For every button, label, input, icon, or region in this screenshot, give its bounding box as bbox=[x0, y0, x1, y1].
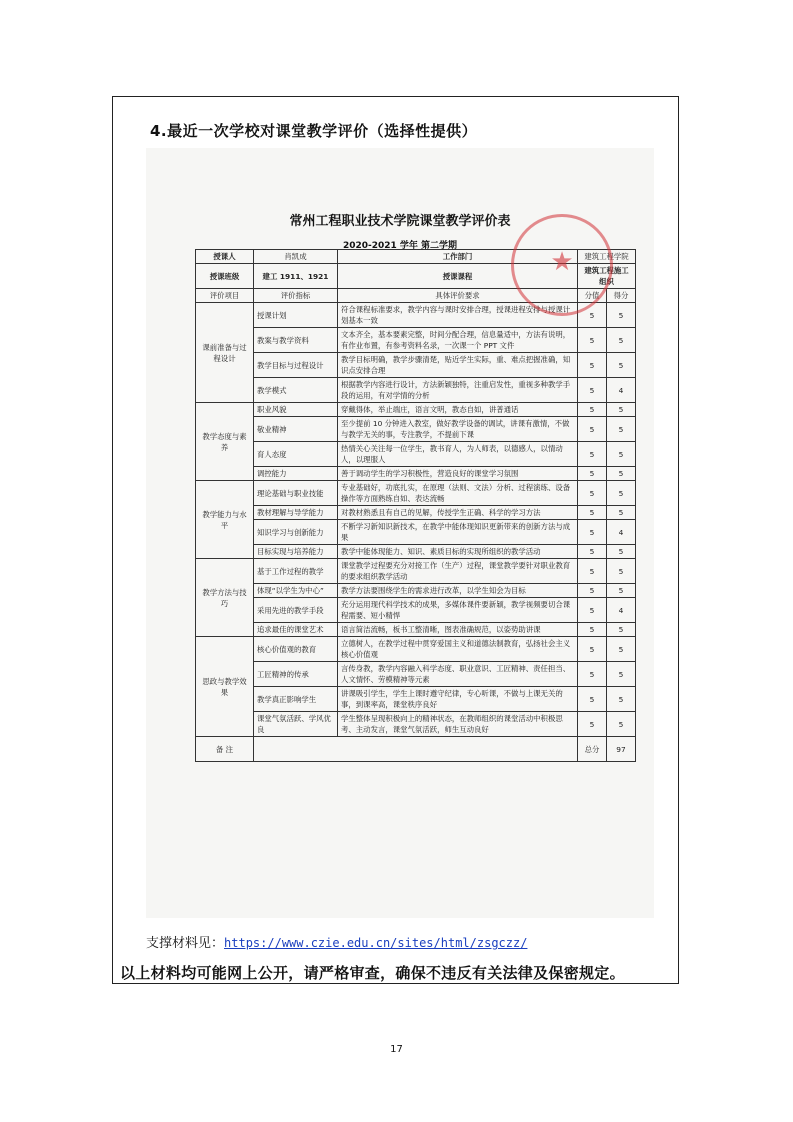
requirement-cell: 立德树人，在教学过程中贯穿爱国主义和道德法制教育，弘扬社会主义核心价值观 bbox=[338, 637, 578, 662]
indicator-cell: 教材理解与导学能力 bbox=[254, 506, 338, 520]
table-row bbox=[196, 623, 636, 637]
remark-label: 备 注 bbox=[196, 737, 254, 762]
teacher-label: 授课人 bbox=[196, 250, 254, 264]
requirement-cell: 至少提前 10 分钟进入教室，做好教学设备的调试，讲课有激情，不做与教学无关的事，专注教学，不提前下课 bbox=[338, 417, 578, 442]
disclosure-notice: 以上材料均可能网上公开，请严格审查，确保不违反有关法律及保密规定。 bbox=[120, 964, 625, 982]
teacher-value: 肖凯成 bbox=[254, 250, 338, 264]
indicator-cell: 授课计划 bbox=[254, 303, 338, 328]
got-cell: 5 bbox=[607, 662, 636, 687]
support-material-line bbox=[146, 932, 527, 951]
indicator-cell: 基于工作过程的教学 bbox=[254, 559, 338, 584]
table-row bbox=[196, 598, 636, 623]
got-cell: 5 bbox=[607, 545, 636, 559]
got-cell: 5 bbox=[607, 467, 636, 481]
class-value: 建工 1911、1921 bbox=[254, 264, 338, 289]
total-label: 总分 bbox=[578, 737, 607, 762]
scanned-evaluation-form bbox=[146, 148, 654, 918]
score-cell: 5 bbox=[578, 467, 607, 481]
requirement-cell: 语言简洁流畅，板书工整清晰，图表准确规范，以姿势助讲课 bbox=[338, 623, 578, 637]
table-row bbox=[196, 403, 636, 417]
table-row bbox=[196, 637, 636, 662]
group-name: 思政与教学效果 bbox=[196, 637, 254, 737]
indicator-cell: 育人态度 bbox=[254, 442, 338, 467]
group-name: 教学态度与素养 bbox=[196, 403, 254, 481]
requirement-cell: 言传身教，教学内容融入科学态度、职业意识、工匠精神、责任担当、人文情怀、劳模精神等元素 bbox=[338, 662, 578, 687]
score-cell: 5 bbox=[578, 559, 607, 584]
group-name: 教学能力与水平 bbox=[196, 481, 254, 559]
indicator-cell: 教案与教学资料 bbox=[254, 328, 338, 353]
indicator-cell: 核心价值观的教育 bbox=[254, 637, 338, 662]
header-indicator: 评价指标 bbox=[254, 289, 338, 303]
evaluation-table bbox=[195, 249, 636, 762]
class-label: 授课班级 bbox=[196, 264, 254, 289]
seal-star-icon: ★ bbox=[550, 247, 574, 277]
score-cell: 5 bbox=[578, 662, 607, 687]
table-row bbox=[196, 328, 636, 353]
indicator-cell: 敬业精神 bbox=[254, 417, 338, 442]
score-cell: 5 bbox=[578, 328, 607, 353]
indicator-cell: 理论基础与职业技能 bbox=[254, 481, 338, 506]
score-cell: 5 bbox=[578, 598, 607, 623]
score-cell: 5 bbox=[578, 506, 607, 520]
score-cell: 5 bbox=[578, 637, 607, 662]
requirement-cell: 不断学习新知识新技术，在教学中能体现知识更新带来的创新方法与成果 bbox=[338, 520, 578, 545]
indicator-cell: 教学真正影响学生 bbox=[254, 687, 338, 712]
table-row bbox=[196, 417, 636, 442]
score-cell: 5 bbox=[578, 417, 607, 442]
evaluation-body bbox=[196, 303, 636, 737]
indicator-cell: 教学模式 bbox=[254, 378, 338, 403]
indicator-cell: 知识学习与创新能力 bbox=[254, 520, 338, 545]
indicator-cell: 体现“以学生为中心” bbox=[254, 584, 338, 598]
requirement-cell: 充分运用现代科学技术的成果，多媒体课件要新颖，教学视频要切合课程需要、短小精悍 bbox=[338, 598, 578, 623]
got-cell: 4 bbox=[607, 378, 636, 403]
indicator-cell: 目标实现与培养能力 bbox=[254, 545, 338, 559]
header-got: 得分 bbox=[607, 289, 636, 303]
group-name: 课前准备与过程设计 bbox=[196, 303, 254, 403]
got-cell: 5 bbox=[607, 417, 636, 442]
score-cell: 5 bbox=[578, 545, 607, 559]
requirement-cell: 热情关心关注每一位学生，教书育人，为人师表，以德感人，以情动人，以理服人 bbox=[338, 442, 578, 467]
got-cell: 5 bbox=[607, 481, 636, 506]
table-title: 常州工程职业技术学院课堂教学评价表 bbox=[289, 214, 511, 229]
indicator-cell: 教学目标与过程设计 bbox=[254, 353, 338, 378]
dept-label: 工作部门 bbox=[338, 250, 578, 264]
group-name: 教学方法与技巧 bbox=[196, 559, 254, 637]
footer-row bbox=[196, 737, 636, 762]
table-row bbox=[196, 687, 636, 712]
got-cell: 5 bbox=[607, 584, 636, 598]
dept-value: 建筑工程学院 bbox=[578, 250, 636, 264]
score-cell: 5 bbox=[578, 403, 607, 417]
got-cell: 5 bbox=[607, 506, 636, 520]
got-cell: 5 bbox=[607, 559, 636, 584]
course-label: 授课课程 bbox=[338, 264, 578, 289]
table-row bbox=[196, 481, 636, 506]
got-cell: 5 bbox=[607, 328, 636, 353]
score-cell: 5 bbox=[578, 712, 607, 737]
table-row bbox=[196, 712, 636, 737]
table-row bbox=[196, 545, 636, 559]
table-row bbox=[196, 467, 636, 481]
score-cell: 5 bbox=[578, 353, 607, 378]
section-title: 4.最近一次学校对课堂教学评价（选择性提供） bbox=[150, 122, 478, 140]
header-item: 评价项目 bbox=[196, 289, 254, 303]
requirement-cell: 学生整体呈现积极向上的精神状态，在教师组织的课堂活动中积极思考、主动发言，课堂气氛活跃，师生互动良好 bbox=[338, 712, 578, 737]
total-value: 97 bbox=[607, 737, 636, 762]
requirement-cell: 善于调动学生的学习积极性，营造良好的课堂学习氛围 bbox=[338, 467, 578, 481]
score-cell: 5 bbox=[578, 378, 607, 403]
indicator-cell: 课堂气氛活跃、学风优良 bbox=[254, 712, 338, 737]
got-cell: 4 bbox=[607, 520, 636, 545]
requirement-cell: 教学方法要围绕学生的需求进行改革，以学生知会为目标 bbox=[338, 584, 578, 598]
header-score: 分值 bbox=[578, 289, 607, 303]
score-cell: 5 bbox=[578, 584, 607, 598]
requirement-cell: 教学目标明确，教学步骤清楚，贴近学生实际，重、难点把握准确，知识点安排合理 bbox=[338, 353, 578, 378]
got-cell: 5 bbox=[607, 637, 636, 662]
header-requirement: 具体评价要求 bbox=[338, 289, 578, 303]
requirement-cell: 讲课吸引学生，学生上课时遵守纪律，专心听课，不做与上课无关的事，到课率高，课堂秩序良好 bbox=[338, 687, 578, 712]
indicator-cell: 职业风貌 bbox=[254, 403, 338, 417]
table-row bbox=[196, 662, 636, 687]
score-cell: 5 bbox=[578, 520, 607, 545]
page-number: 17 bbox=[390, 1044, 403, 1055]
got-cell: 5 bbox=[607, 303, 636, 328]
indicator-cell: 采用先进的教学手段 bbox=[254, 598, 338, 623]
got-cell: 5 bbox=[607, 353, 636, 378]
score-cell: 5 bbox=[578, 442, 607, 467]
score-cell: 5 bbox=[578, 303, 607, 328]
got-cell: 5 bbox=[607, 687, 636, 712]
requirement-cell: 对教材熟悉且有自己的见解，传授学生正确、科学的学习方法 bbox=[338, 506, 578, 520]
table-row bbox=[196, 353, 636, 378]
support-label: 支撑材料见： bbox=[146, 936, 225, 951]
score-cell: 5 bbox=[578, 623, 607, 637]
requirement-cell: 根据教学内容进行设计，方法新颖独特，注重启发性，重视多种教学手段的运用，有对学情的分析 bbox=[338, 378, 578, 403]
table-row bbox=[196, 584, 636, 598]
requirement-cell: 课堂教学过程要充分对接工作（生产）过程，课堂教学要针对职业教育的要求组织教学活动 bbox=[338, 559, 578, 584]
requirement-cell: 符合课程标准要求，教学内容与课时安排合理，授课进程安排与授课计划基本一致 bbox=[338, 303, 578, 328]
indicator-cell: 调控能力 bbox=[254, 467, 338, 481]
table-row bbox=[196, 559, 636, 584]
score-cell: 5 bbox=[578, 687, 607, 712]
requirement-cell: 文本齐全，基本要素完整，时间分配合理，信息量适中，方法有说明，有作业布置，有参考资料名录，一次课一个 PPT 文件 bbox=[338, 328, 578, 353]
indicator-cell: 追求最佳的课堂艺术 bbox=[254, 623, 338, 637]
term-label: 2020-2021 学年 第二学期 bbox=[342, 241, 458, 251]
table-row bbox=[196, 506, 636, 520]
requirement-cell: 教学中能体现能力、知识、素质目标的实现所组织的教学活动 bbox=[338, 545, 578, 559]
official-seal-stamp bbox=[511, 214, 613, 316]
table-row bbox=[196, 520, 636, 545]
remark-value bbox=[254, 737, 578, 762]
got-cell: 5 bbox=[607, 442, 636, 467]
got-cell: 5 bbox=[607, 403, 636, 417]
indicator-cell: 工匠精神的传承 bbox=[254, 662, 338, 687]
got-cell: 4 bbox=[607, 598, 636, 623]
support-link[interactable]: https://www.czie.edu.cn/sites/html/zsgczz/ bbox=[224, 936, 528, 950]
course-value: 建筑工程施工组织 bbox=[578, 264, 636, 289]
requirement-cell: 专业基础好，功底扎实，在原理（法则、文法）分析、过程演练、设备操作等方面熟练自如、表达流畅 bbox=[338, 481, 578, 506]
score-cell: 5 bbox=[578, 481, 607, 506]
got-cell: 5 bbox=[607, 712, 636, 737]
table-row bbox=[196, 442, 636, 467]
requirement-cell: 穿戴得体，举止端庄，语言文明，教态自如，讲普通话 bbox=[338, 403, 578, 417]
got-cell: 5 bbox=[607, 623, 636, 637]
table-row bbox=[196, 378, 636, 403]
